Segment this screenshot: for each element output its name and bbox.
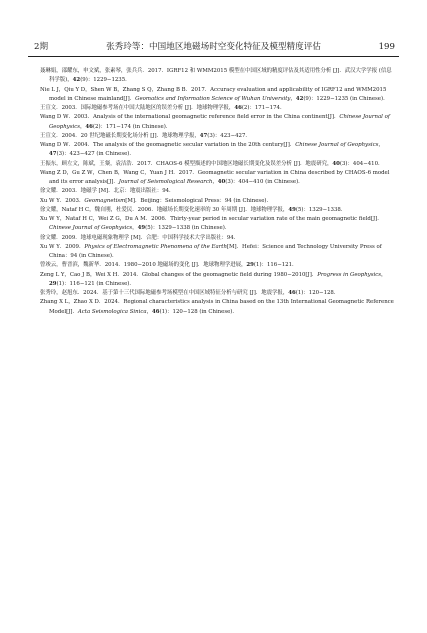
- reference-journal: Acta Seismologica Sinica: [77, 308, 147, 315]
- reference-text: (2)：171−174．: [241, 105, 286, 111]
- reference-volume: 40: [332, 160, 340, 167]
- reference-item: [40, 298, 396, 317]
- reference-volume: 47: [199, 132, 208, 139]
- reference-item: [40, 160, 396, 169]
- reference-volume: 29: [246, 262, 254, 269]
- reference-item: [40, 104, 396, 113]
- reference-text: (5)：1329−1338．: [295, 206, 347, 213]
- reference-item: [40, 187, 396, 196]
- reference-item: [40, 234, 396, 243]
- reference-text: 徐文耀．2009．地球电磁现象物理学 [M]．合肥：中国科学技术大学出版社：94．: [40, 234, 240, 241]
- reference-text: ，: [132, 225, 138, 232]
- reference-volume: 42: [295, 95, 304, 102]
- reference-volume: 49: [137, 225, 146, 232]
- reference-journal: Physics of Electromagnetic Phenomena of the Earth: [84, 243, 227, 250]
- reference-text: ，: [290, 95, 296, 102]
- reference-text: (5)：1329−1338 (in Chinese)．: [145, 225, 231, 232]
- reference-volume: 46: [234, 105, 242, 111]
- reference-text: 张秀玲，赵旭东．2024．基于第十三代国际地磁参考场模型在中国区域特征分析与研究 [J]．地震学报，: [40, 290, 289, 296]
- reference-journal: Geomatics and Information Science of Wuhan University: [135, 95, 291, 102]
- reference-text: (9)：1229−1235 (in Chinese)．: [303, 95, 389, 102]
- reference-item: [40, 132, 396, 141]
- issue-number: 2期: [34, 42, 49, 52]
- reference-text: 聂琳娟，邵耀东，申文斌，张素琴，张兵兵．2017．IGRF12 和 WMM2015 模型在中国区域的精度评估及其适用性分析 [J]．武汉大学学报 (信息科学版)，: [40, 68, 392, 84]
- reference-journal: Chinese Journal of Geophysics: [49, 114, 390, 130]
- reference-item: [40, 289, 396, 298]
- reference-journal: Chinese Journal of Geophysics: [295, 142, 379, 148]
- reference-text: (2)：171−174 (in Chinese)．: [92, 123, 172, 130]
- reference-item: [40, 215, 396, 234]
- reference-text: (1)：120−128 (in Chinese)．: [159, 308, 238, 315]
- reference-journal: Geomagnetism: [84, 197, 126, 204]
- reference-item: [40, 113, 396, 132]
- reference-text: ，: [381, 271, 387, 278]
- reference-item: [40, 206, 396, 215]
- reference-text: [M]．Hefei：Science and Technology University Press of China：94 (in Chinese)．: [49, 243, 382, 259]
- reference-journal: Journal of Seismological Research: [118, 179, 213, 185]
- reference-item: [40, 243, 396, 262]
- reference-text: (3)：423−427．: [207, 132, 251, 139]
- reference-journal: Progress in Geophysics: [317, 271, 381, 278]
- reference-text: 王宣文．2004．20 世纪地磁长期变化场分析 [J]．地球物理学报，: [40, 132, 200, 139]
- reference-text: (3)：404−410 (in Chinese)．: [225, 179, 304, 185]
- reference-list: [40, 67, 396, 317]
- reference-volume: 46: [151, 308, 160, 315]
- reference-text: 曾竣云，曹晋滨，魏新华．2014．1980−2010 地磁场的变化 [J]．地球物理学进展，: [40, 262, 247, 269]
- reference-text: ，: [212, 179, 218, 185]
- reference-text: 王振东，顾左文，陈斌，王粲，袁洁浩．2017．CHAOS-6 模型描述的中国地区地磁长期变化及误差分析 [J]．地震研究，: [40, 160, 333, 167]
- reference-volume: 29: [49, 280, 57, 287]
- reference-text: (1)：116−121．: [253, 262, 298, 269]
- reference-text: ，: [378, 142, 384, 148]
- reference-text: Zeng L Y，Cao J B，Wei X H．2014．Global changes of the geomagnetic field during 1980−2010[J]．: [40, 271, 318, 278]
- reference-text: (3)：423−427 (in Chinese)．: [56, 151, 135, 158]
- reference-item: [40, 67, 396, 86]
- reference-item: [40, 261, 396, 270]
- reference-volume: 40: [217, 179, 226, 185]
- page-number: 199: [378, 42, 395, 52]
- reference-text: [M]．Beijing：Seismological Press：94 (in Chinese)．: [125, 197, 272, 204]
- reference-item: [40, 271, 396, 290]
- reference-text: Wang D W．2004．The analysis of the geomagnetic secular variation in the 20th century[J]．: [40, 142, 296, 148]
- reference-text: Xu W Y．2009．: [40, 243, 85, 250]
- reference-item: [40, 197, 396, 206]
- header-rule: [28, 56, 399, 57]
- reference-item: [40, 141, 396, 160]
- reference-text: Xu W Y，Nataf H C，Wei Z G，Du A M．2006．Thirty-year period in secular variation rate of the main geomagnetic field[J]．: [40, 216, 383, 222]
- reference-journal: Chinese Journal of Geophysics: [49, 225, 133, 232]
- reference-volume: 47: [49, 151, 57, 158]
- reference-text: ，: [146, 308, 152, 315]
- reference-text: 徐文耀，Nataf H C，魏自刚，杜爱民．2006．地磁场长期变化速率的 30 年周期 [J]．地球物理学报，: [40, 206, 289, 213]
- reference-text: (9)：1229−1235．: [80, 77, 131, 84]
- reference-text: ，: [80, 123, 86, 130]
- reference-volume: 46: [288, 290, 296, 296]
- reference-text: 王宣文．2003．国际地磁参考场在中国大陆地区的误差分析 [J]．地球物理学报，: [40, 105, 235, 111]
- reference-text: 徐文耀．2003．地磁学 [M]．北京：地震出版社：94．: [40, 188, 175, 195]
- reference-text: Nie L J，Qiu Y D，Shen W B，Zhang S Q，Zhang B B．2017．Accuracy evaluation and applicability of IGRF12 and WMM2015 model in Chinese mainland[J]．: [40, 86, 387, 102]
- running-header: [28, 40, 399, 54]
- reference-text: (3)：404−410．: [339, 160, 384, 167]
- reference-text: Zhang X L，Zhao X D．2024．Regional characteristics analysis in China based on the 13th International Geomagnetic Reference Model[J]．: [40, 299, 394, 315]
- reference-text: Wang Z D，Gu Z W，Chen B，Wang C，Yuan J H．2017．Geomagnetic secular variation in China described by CHAOS-6 model and its error analysis[J]．: [40, 169, 390, 185]
- reference-volume: 46: [85, 123, 93, 130]
- reference-text: (1)：120−128．: [295, 290, 340, 296]
- reference-item: [40, 86, 396, 105]
- reference-volume: 49: [288, 206, 296, 213]
- reference-text: (1)：116−121 (in Chinese)．: [56, 280, 135, 287]
- reference-volume: 42: [72, 77, 81, 84]
- reference-text: Xu W Y．2003．: [40, 197, 85, 204]
- reference-item: [40, 169, 396, 188]
- running-title: 张秀玲等：中国地区地磁场时空变化特征及模型精度评估: [106, 42, 321, 52]
- reference-text: Wang D W．2003．Analysis of the international geomagnetic reference field error in the China continent[J]．: [40, 114, 340, 121]
